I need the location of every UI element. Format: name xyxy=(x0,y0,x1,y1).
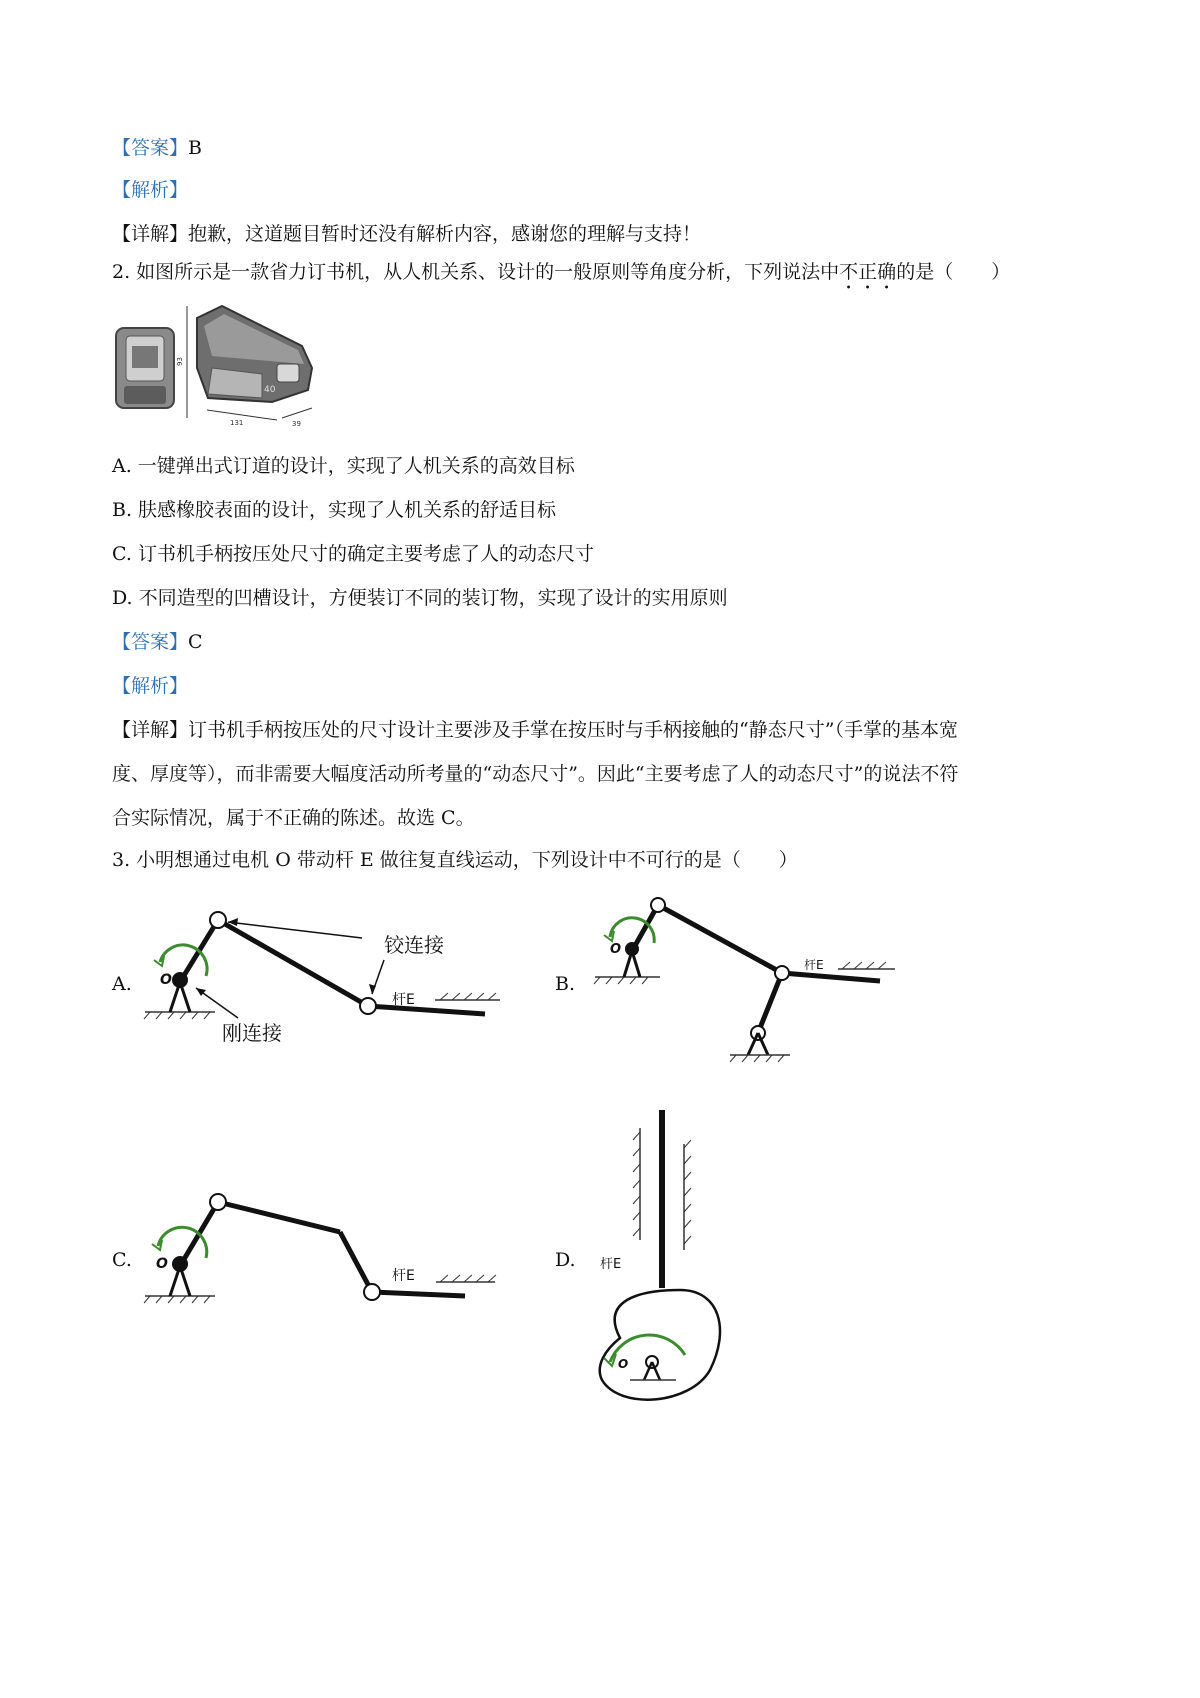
answer-value: B xyxy=(188,137,202,159)
q2-stem-emphasis: 不正确 xyxy=(839,261,897,283)
q2-answer xyxy=(112,630,203,654)
q3-mechanism-c xyxy=(140,1180,510,1320)
q2-option-d: D. 不同造型的凹槽设计，方便装订不同的装订物，实现了设计的实用原则 xyxy=(112,587,728,609)
q2-detail-line-1 xyxy=(112,718,958,742)
dim-height: 93 xyxy=(176,357,184,366)
q1-answer xyxy=(112,136,202,160)
rod-label: 杆E xyxy=(392,992,415,1008)
detail-tag: 【详解】 xyxy=(112,719,189,741)
q2-stem xyxy=(112,260,1010,294)
q1-analysis xyxy=(112,178,188,202)
motor-label: O xyxy=(156,1256,168,1272)
q3-stem: 3. 小明想通过电机 O 带动杆 E 做往复直线运动，下列设计中不可行的是（ ） xyxy=(112,849,798,871)
analysis-tag: 【解析】 xyxy=(112,179,189,201)
rod-label: 杆E xyxy=(804,958,824,972)
detail-text: 订书机手柄按压处的尺寸设计主要涉及手掌在按压时与手柄接触的“静态尺寸”（手掌的基本宽 xyxy=(188,719,958,741)
q1-detail xyxy=(112,222,701,246)
rod-label: 杆E xyxy=(392,1268,415,1284)
q3-mechanism-a xyxy=(140,900,520,1060)
q2-analysis xyxy=(112,674,188,698)
analysis-tag: 【解析】 xyxy=(112,675,189,697)
detail-tag: 【详解】 xyxy=(112,223,189,245)
rigid-label: 刚连接 xyxy=(222,1021,282,1045)
answer-value: C xyxy=(188,631,203,653)
q3-option-a-label: A. xyxy=(112,973,132,995)
q2-option-a: A. 一键弹出式订道的设计，实现了人机关系的高效目标 xyxy=(112,455,575,477)
q3-option-d-label: D. xyxy=(555,1249,576,1271)
stapler-badge: 40 xyxy=(264,385,276,395)
dim-length: 131 xyxy=(230,419,244,427)
q2-option-b: B. 肤感橡胶表面的设计，实现了人机关系的舒适目标 xyxy=(112,499,557,521)
q3-option-b-label: B. xyxy=(555,973,576,995)
motor-label: O xyxy=(160,972,172,988)
q2-detail-line-2: 度、厚度等），而非需要大幅度活动所考量的“动态尺寸”。因此“主要考虑了人的动态尺寸”的说法不符 xyxy=(112,763,959,785)
q3-option-c-label: C. xyxy=(112,1249,132,1271)
stapler-figure xyxy=(112,298,342,448)
motor-label: O xyxy=(618,1357,629,1371)
rod-label: 杆E xyxy=(600,1257,622,1272)
hinge-label: 铰连接 xyxy=(384,933,444,957)
q2-detail-line-3: 合实际情况，属于不正确的陈述。故选 C。 xyxy=(112,807,475,829)
dim-width: 39 xyxy=(292,420,301,428)
q2-stem-post: 的是（ ） xyxy=(896,261,1011,283)
q2-stem-pre: 2. 如图所示是一款省力订书机，从人机关系、设计的一般原则等角度分析，下列说法中 xyxy=(112,261,840,283)
answer-tag: 【答案】 xyxy=(112,631,189,653)
answer-tag: 【答案】 xyxy=(112,137,189,159)
q3-mechanism-b xyxy=(590,895,930,1075)
detail-text: 抱歉，这道题目暂时还没有解析内容，感谢您的理解与支持！ xyxy=(188,223,702,245)
q3-mechanism-d xyxy=(590,1100,740,1430)
q2-option-c: C. 订书机手柄按压处尺寸的确定主要考虑了人的动态尺寸 xyxy=(112,543,594,565)
motor-label: O xyxy=(610,942,622,957)
